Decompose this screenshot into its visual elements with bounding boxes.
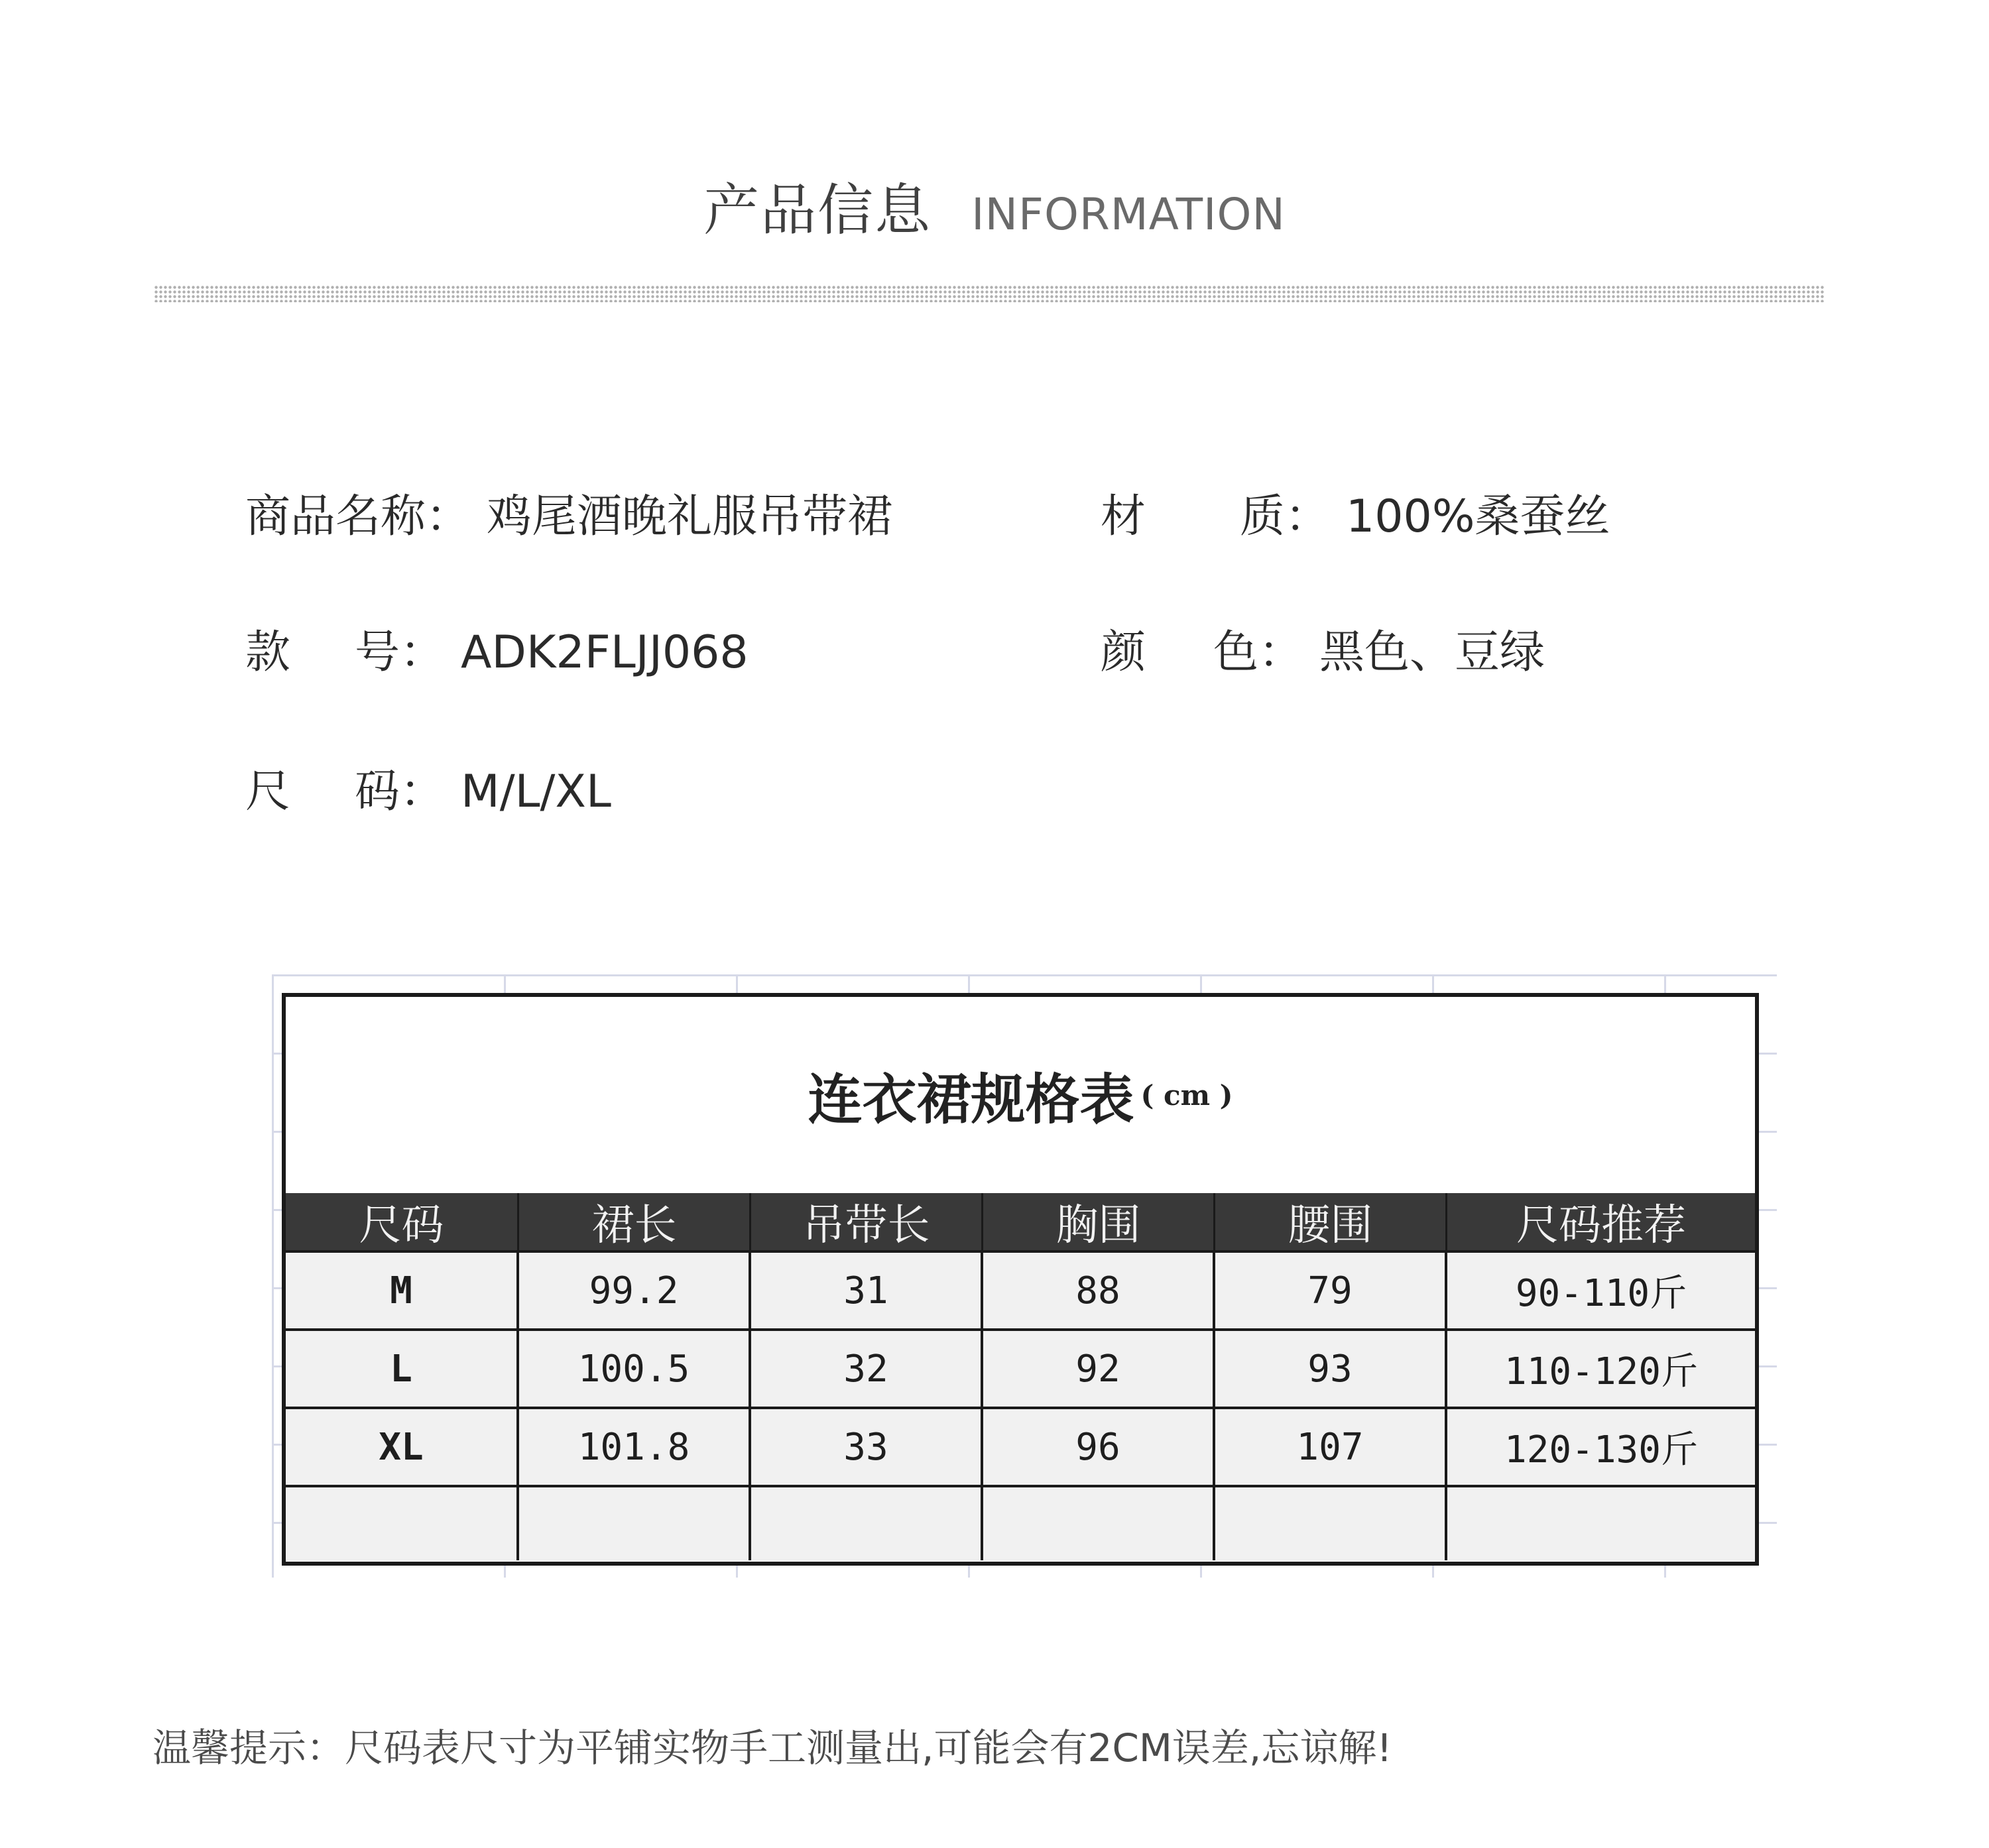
size-label-1: 尺 [245,766,291,818]
table-title-text: 连衣裙规格表 [808,1067,1134,1131]
size-value: M/L/XL [461,766,611,818]
table-cell: 107 [1215,1409,1447,1485]
table-cell: L [286,1331,519,1407]
table-cell: 79 [1215,1253,1447,1328]
table-cell [983,1487,1215,1560]
colon: ： [1285,491,1331,543]
color-label-1: 颜 [1101,626,1146,679]
table-cell: 33 [751,1409,983,1485]
section-title-cn: 产品信息 [703,178,932,243]
product-name-value: 鸡尾酒晚礼服吊带裙 [487,491,893,543]
table-cell [1447,1487,1755,1560]
table-cell: 88 [983,1253,1215,1328]
header-cell: 胸围 [983,1193,1215,1250]
info-size [245,756,611,820]
table-cell [751,1487,983,1560]
table-cell: XL [286,1409,519,1485]
header-cell: 腰围 [1215,1193,1447,1250]
table-cell: 32 [751,1331,983,1407]
table-cell: 101.8 [519,1409,751,1485]
colon: ： [400,626,446,679]
size-chart-table [282,993,1759,1566]
table-row [286,1328,1755,1407]
table-unit: ( cm ) [1140,1078,1233,1112]
table-row-empty [286,1485,1755,1560]
table-cell [1215,1487,1447,1560]
table-cell: 100.5 [519,1331,751,1407]
table-cell: 120-130斤 [1504,1428,1698,1472]
table-header-row [286,1193,1755,1250]
table-cell: 96 [983,1409,1215,1485]
header-cell: 吊带长 [751,1193,983,1250]
section-title-en: INFORMATION [971,189,1286,240]
product-name-label: 商品名称 [245,491,426,543]
header-cell: 尺码推荐 [1516,1201,1686,1250]
info-color [1101,616,1545,681]
table-cell: 99.2 [519,1253,751,1328]
colon: ： [426,491,471,543]
color-label-2: 色 [1213,626,1259,679]
size-label-2: 码 [355,766,400,818]
table-cell: 90-110斤 [1515,1272,1687,1315]
dotted-divider [154,285,1825,302]
table-cell: 110-120斤 [1504,1350,1698,1393]
colon: ： [400,766,446,818]
material-label-1: 材 [1101,491,1146,543]
table-cell: 92 [983,1331,1215,1407]
warm-tip: 温馨提示：尺码表尺寸为平铺实物手工测量出,可能会有2CM误差,忘谅解! [152,1725,1392,1770]
table-cell: 31 [751,1253,983,1328]
table-row [286,1250,1755,1328]
color-value: 黑色、豆绿 [1319,626,1545,679]
table-cell [286,1487,519,1560]
section-header [0,166,1989,246]
info-product-name [245,481,892,545]
material-label-2: 质 [1240,491,1286,543]
header-cell: 尺码 [286,1193,519,1250]
table-cell [519,1487,751,1560]
table-cell: M [286,1253,519,1328]
table-row [286,1407,1755,1485]
header-cell: 裙长 [519,1193,751,1250]
table-title [286,997,1755,1193]
info-style-number [245,616,749,681]
colon: ： [1258,626,1304,679]
info-material [1101,481,1610,545]
style-value: ADK2FLJJ068 [461,626,749,679]
style-label-2: 号 [355,626,400,679]
table-cell: 93 [1215,1331,1447,1407]
style-label-1: 款 [245,626,291,679]
material-value: 100%桑蚕丝 [1346,491,1610,543]
